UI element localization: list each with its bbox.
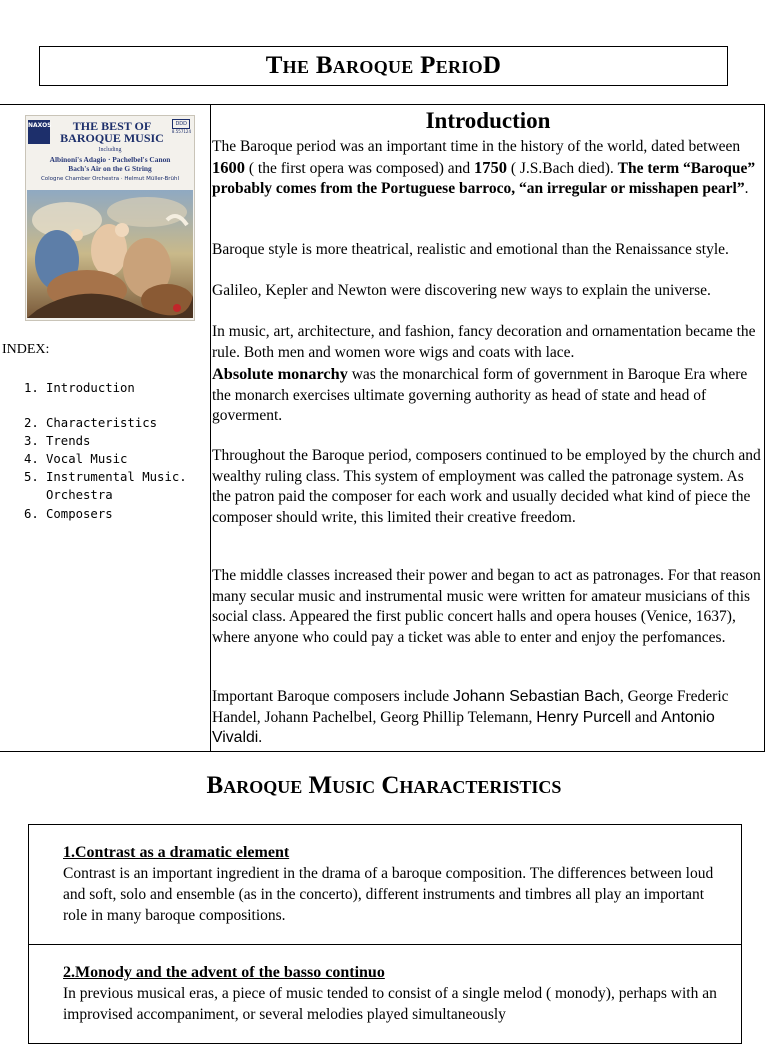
page-title: The Baroque PerioD xyxy=(265,52,502,79)
divider xyxy=(29,944,741,945)
characteristics-title: Baroque Music Characteristics xyxy=(206,772,562,799)
characteristic-text: Contrast is an important ingredient in the drama of a baroque composition. The differences between loud and soft, solo and ensemble (as in the concerto), different instruments and timbres all play an important role in many baroque compositions. xyxy=(63,865,714,924)
intro-paragraph-3: Galileo, Kepler and Newton were discovering new ways to explain the universe. xyxy=(212,282,711,299)
index-label: INDEX: xyxy=(2,342,50,357)
intro-paragraph-5: Absolute monarchy was the monarchical form of government in Baroque Era where the monarch exercises ultimate governing authority as head of state and head of goverment. xyxy=(212,364,748,425)
cover-orchestra: Cologne Chamber Orchestra · Helmut Müller-Brühl xyxy=(40,176,180,182)
characteristic-heading: 1.Contrast as a dramatic element xyxy=(63,844,290,861)
characteristic-item xyxy=(63,963,723,1025)
intro-table xyxy=(0,104,765,752)
baroque-painting-image xyxy=(27,190,193,318)
intro-heading: Introduction xyxy=(425,108,551,133)
intro-paragraph-6: Throughout the Baroque period, composers continued to be employed by the church and wealthy ruling class. This system of employment was called the patronage system. As the patron paid the composer for each work and usually decided what kind of piece the composer should write, this limited their creative freedom. xyxy=(212,447,761,526)
characteristic-text: In previous musical eras, a piece of music tended to consist of a single melod ( monody), perhaps with an improvised accompaniment, or several melodies played simultaneously xyxy=(63,985,717,1023)
intro-paragraph-8: Important Baroque composers include Johann Sebastian Bach, George Frederic Handel, Johann Pachelbel, Georg Phillip Telemann, Henry Purcell and Antonio Vivaldi. xyxy=(212,688,729,747)
characteristics-box xyxy=(28,824,742,1044)
index-item[interactable]: 2. Characteristics xyxy=(24,416,158,430)
intro-paragraph-2: Baroque style is more theatrical, realistic and emotional than the Renaissance style. xyxy=(212,241,729,258)
index-item[interactable]: 3. Trends xyxy=(24,434,91,448)
intro-paragraph-7: The middle classes increased their power and began to act as patronages. For that reason many secular music and instrumental music were written for amateur musicians of this social class. Appeared the first public concert halls and opera houses (Venice, 1637), where anyone who could pay a ticket was able to enter and enjoy the perfomances. xyxy=(212,567,761,646)
intro-paragraph-4: In music, art, architecture, and fashion, fancy decoration and ornamentation became the rule. Both men and women wore wigs and coats with lace. xyxy=(212,323,756,361)
cover-title: THE BEST OF BAROQUE MUSIC xyxy=(60,119,164,145)
intro-paragraph-1: The Baroque period was an important time in the history of the world, dated between 1600 ( the first opera was composed) and 1750 ( J.S.Bach died). The term “Baroque” probably comes from the Portuguese barroco, “an irregular or misshapen pearl”. xyxy=(212,138,756,198)
index-item[interactable]: 1. Introduction xyxy=(24,381,135,395)
naxos-logo: NAXOS xyxy=(28,120,50,144)
index-item[interactable]: 4. Vocal Music xyxy=(24,452,128,466)
catalog-number: 8.557124 xyxy=(171,129,191,134)
ddd-badge: DDD xyxy=(172,119,190,129)
album-cover xyxy=(25,115,195,321)
page-title-box xyxy=(39,46,728,86)
sidebar-column xyxy=(0,105,211,751)
index-item[interactable]: 5. Instrumental Music. Orchestra xyxy=(24,470,187,502)
index-item[interactable]: 6. Composers xyxy=(24,507,113,521)
characteristic-item xyxy=(63,843,723,926)
characteristic-heading: 2.Monody and the advent of the basso continuo xyxy=(63,964,385,981)
intro-column xyxy=(212,105,764,751)
cover-including: Including Albinoni's Adagio · Pachelbel's Canon Bach's Air on the G String xyxy=(49,147,171,173)
